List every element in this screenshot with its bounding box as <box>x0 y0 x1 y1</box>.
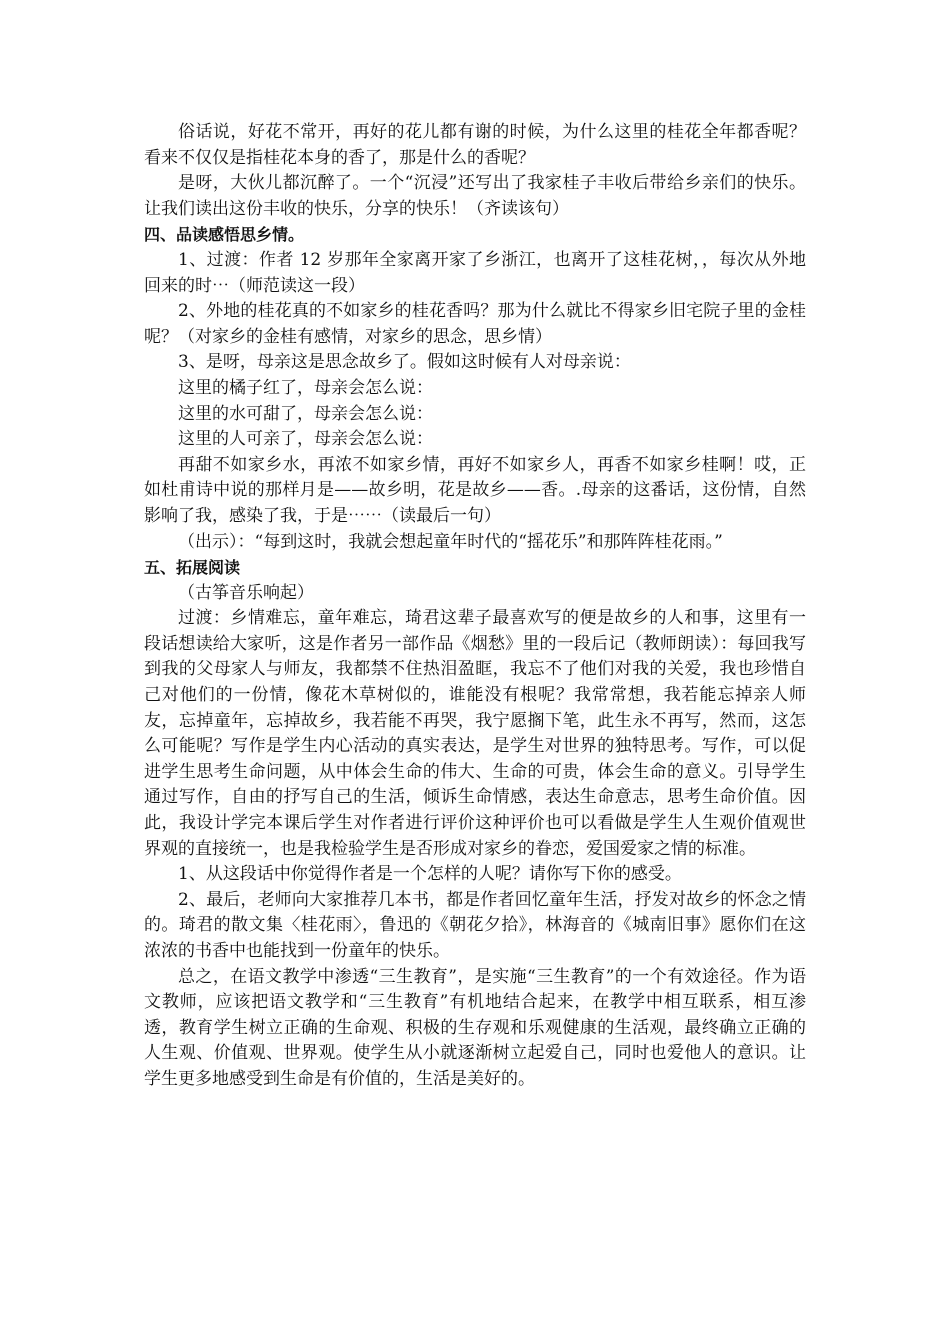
section-4-item-2: 2、外地的桂花真的不如家乡的桂花香吗？那为什么就比不得家乡旧宅院子里的金桂呢？（对家乡的金桂有感情，对家乡的思念，思乡情） <box>144 301 806 347</box>
section-5-item-2: 2、最后，老师向大家推荐几本书，都是作者回忆童年生活，抒发对故乡的怀念之情的。琦君的散文集〈桂花雨〉，鲁迅的《朝花夕拾》，林海音的《城南旧事》愿你们在这浓浓的书香中也能找到一份童年的快乐。 <box>144 889 806 961</box>
section-4-line-people: 这里的人可亲了，母亲会怎么说： <box>178 429 433 450</box>
section-4-line-water: 这里的水可甜了，母亲会怎么说： <box>178 403 433 424</box>
section-4-display-quote: （出示）：“每到这时，我就会想起童年时代的“摇花乐”和那阵阵桂花雨。” <box>178 531 723 552</box>
section-5-conclusion: 总之，在语文教学中渗透“三生教育”，是实施“三生教育”的一个有效途径。作为语文教师，应该把语文教学和“三生教育”有机地结合起来，在教学中相互联系，相互渗透，教育学生树立正确的生命观、积极的生存观和乐观健康的生活观，最终确立正确的人生观、价值观、世界观。使学生从小就逐渐树立起爱自己，同时也爱他人的意识。让学生更多地感受到生命是有价值的，生活是美好的。 <box>144 966 806 1089</box>
section-heading-4: 四、品读感悟思乡情。 <box>144 225 305 245</box>
paragraph-fragrance-question: 俗话说，好花不常开，再好的花儿都有谢的时候，为什么这里的桂花全年都香呢？看来不仅仅是指桂花本身的香了，那是什么的香呢？ <box>144 122 806 168</box>
section-4-mother-reply: 再甜不如家乡水，再浓不如家乡情，再好不如家乡人，再香不如家乡桂啊！哎，正如杜甫诗中说的那样月是——故乡明，花是故乡——香。.母亲的这番话，这份情，自然影响了我，感染了我，于是⋯⋯（读最后一句） <box>144 454 806 526</box>
section-heading-5: 五、拓展阅读 <box>144 558 241 578</box>
section-5-item-1: 1、从这段话中你觉得作者是一个怎样的人呢？请你写下你的感受。 <box>178 864 682 885</box>
section-4-item-3: 3、是呀，母亲这是思念故乡了。假如这时候有人对母亲说： <box>178 352 631 373</box>
section-4-item-1: 1、过渡：作者 12 岁那年全家离开家了乡浙江，也离开了这桂花树，，每次从外地回来的时⋯（师范读这一段） <box>144 249 806 296</box>
section-5-transition: 过渡：乡情难忘，童年难忘，琦君这辈子最喜欢写的便是故乡的人和事，这里有一段话想读给大家听，这是作者另一部作品《烟愁》里的一段后记（教师朗读）：每回我写到我的父母家人与师友，我都禁不住热泪盈眶，我忘不了他们对我的关爱，我也珍惜自己对他们的一份情，像花木草树似的，谁能没有根呢？我常常想，我若能忘掉亲人师友，忘掉童年，忘掉故乡，我若能不再哭，我宁愿搁下笔，此生永不再写，然而，这怎么可能呢？写作是学生内心活动的真实表达，是学生对世界的独特思考。写作，可以促进学生思考生命问题，从中体会生命的伟大、生命的可贵，体会生命的意义。引导学生通过写作，自由的抒写自己的生活，倾诉生命情感，表达生命意志，思考生命价值。因此，我设计学完本课后学生对作者进行评价这种评价也可以看做是学生人生观价值观世界观的直接统一，也是我检验学生是否形成对家乡的眷恋，爱国爱家之情的标准。 <box>144 608 806 859</box>
paragraph-intoxicated: 是呀，大伙儿都沉醉了。一个“沉浸”还写出了我家桂子丰收后带给乡亲们的快乐。让我们读出这份丰收的快乐，分享的快乐！（齐读该句） <box>144 173 806 219</box>
section-5-music-note: （古筝音乐响起） <box>178 582 314 603</box>
section-4-line-oranges: 这里的橘子红了，母亲会怎么说： <box>178 377 433 398</box>
